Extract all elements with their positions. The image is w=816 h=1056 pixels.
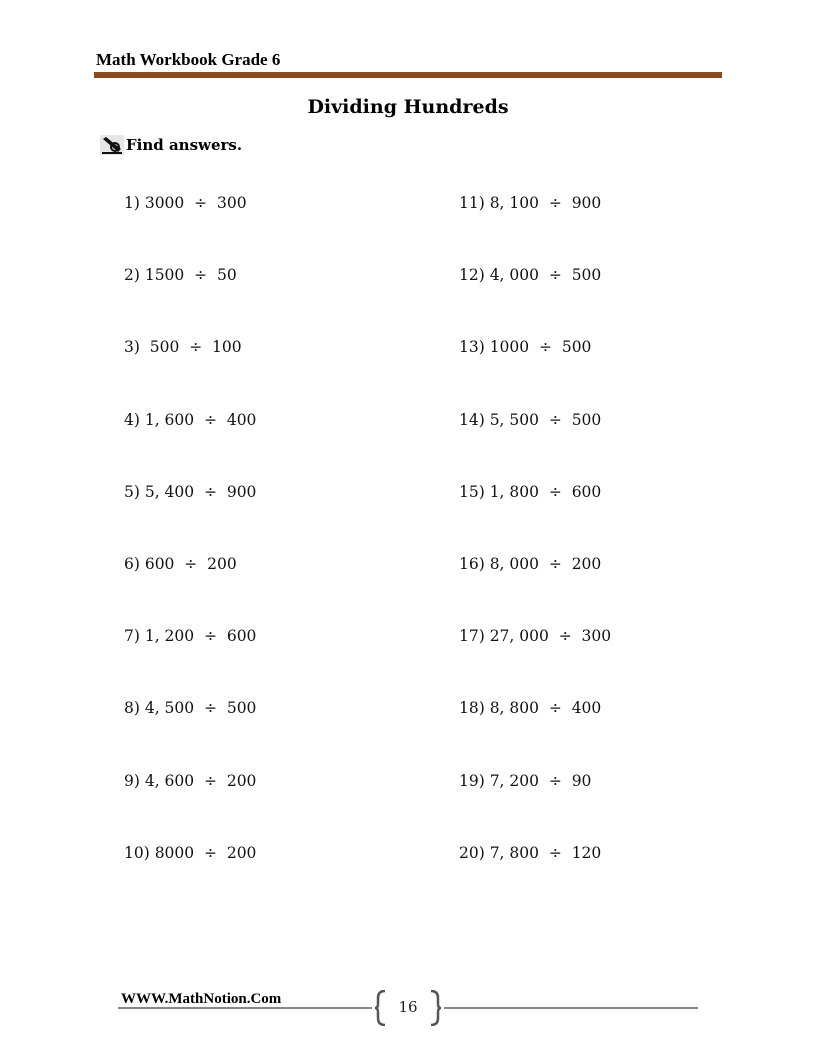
problem-item: 9) 4, 600 ÷ 200 — [124, 771, 257, 790]
footer-rule-right — [444, 1007, 698, 1009]
problem-item: 7) 1, 200 ÷ 600 — [124, 627, 257, 646]
pencil-icon — [100, 135, 124, 155]
problem-item: 20) 7, 800 ÷ 120 — [459, 843, 602, 862]
problem-item: 13) 1000 ÷ 500 — [459, 338, 592, 357]
problem-item: 17) 27, 000 ÷ 300 — [459, 627, 612, 646]
instruction-text: Find answers. — [126, 136, 243, 154]
problem-item: 6) 600 ÷ 200 — [124, 554, 237, 573]
problem-item: 11) 8, 100 ÷ 900 — [459, 194, 602, 212]
problem-item: 8) 4, 500 ÷ 500 — [124, 699, 257, 718]
footer-url: WWW.MathNotion.Com — [121, 991, 282, 1007]
problems-column-right — [459, 190, 759, 912]
left-bracket-icon — [374, 990, 388, 1026]
problem-item: 16) 8, 000 ÷ 200 — [459, 554, 602, 573]
page-number: 16 — [398, 998, 418, 1016]
problem-item: 1) 3000 ÷ 300 — [124, 194, 247, 212]
footer-rule-left — [118, 1007, 372, 1009]
problem-item: 14) 5, 500 ÷ 500 — [459, 410, 602, 429]
right-bracket-icon — [428, 990, 442, 1026]
problem-item: 10) 8000 ÷ 200 — [124, 843, 257, 862]
problem-item: 12) 4, 000 ÷ 500 — [459, 266, 602, 285]
problem-item: 5) 5, 400 ÷ 900 — [124, 482, 257, 501]
problem-item: 18) 8, 800 ÷ 400 — [459, 699, 602, 718]
instruction — [100, 135, 242, 155]
problem-item: 19) 7, 200 ÷ 90 — [459, 771, 592, 790]
header-rule — [94, 72, 722, 78]
problems-column-left — [124, 190, 424, 912]
page-title: Dividing Hundreds — [307, 96, 509, 118]
header-title: Math Workbook Grade 6 — [96, 50, 281, 69]
problem-item: 2) 1500 ÷ 50 — [124, 266, 237, 285]
problem-item: 15) 1, 800 ÷ 600 — [459, 482, 602, 501]
problem-item: 4) 1, 600 ÷ 400 — [124, 410, 257, 429]
problem-item: 3) 500 ÷ 100 — [124, 338, 242, 357]
